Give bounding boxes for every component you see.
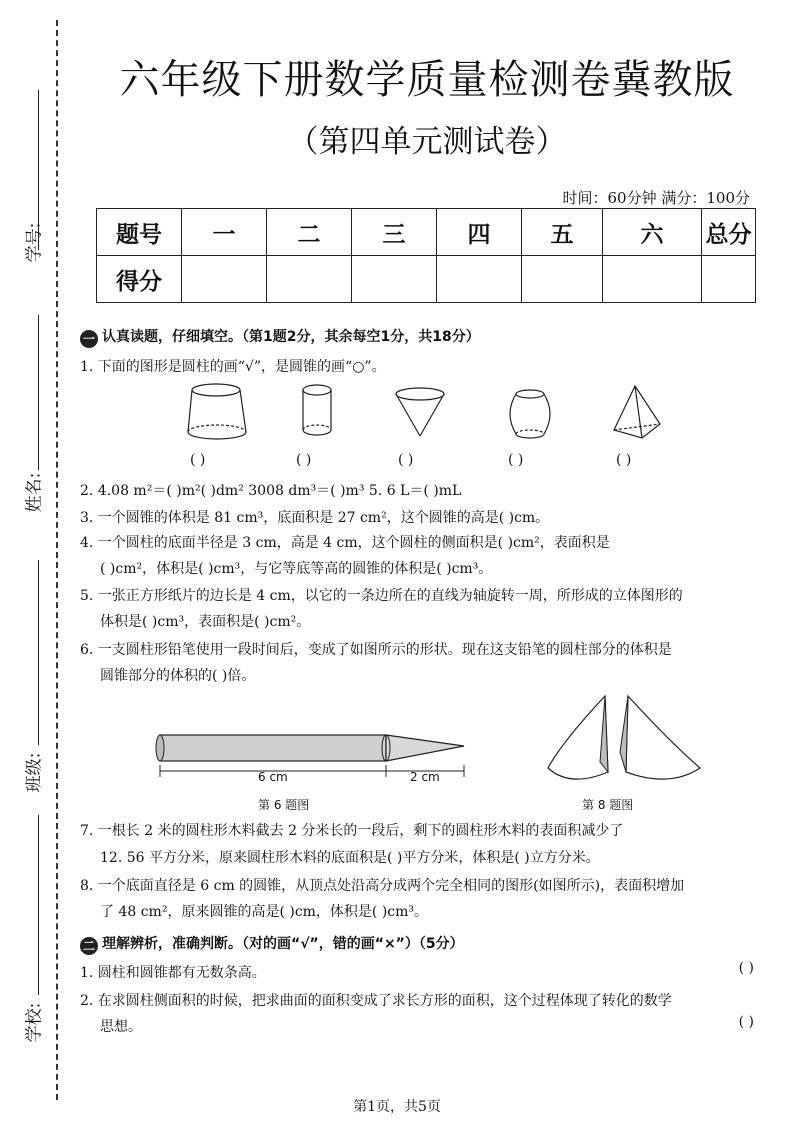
- section-2-number: 二: [80, 937, 98, 955]
- question-2: 2. 4.08 m²＝( )m²( )dm² 3008 dm³＝( )m³ 5. 6 L＝( )mL: [80, 483, 462, 499]
- question-4-line-1: 4. 一个圆柱的底面半径是 3 cm，高是 4 cm，这个圆柱的侧面积是( )cm²，表面积是: [80, 535, 610, 551]
- score-cell[interactable]: [702, 256, 756, 303]
- score-cell[interactable]: [182, 256, 267, 303]
- pencil-length-cone: 2 cm: [410, 770, 440, 784]
- school-line: [38, 815, 39, 995]
- question-1: 1. 下面的图形是圆柱的画“√”，是圆锥的画“○”。: [80, 359, 386, 375]
- name-field[interactable]: [8, 440, 48, 530]
- q1-blank-2[interactable]: ( ): [296, 452, 312, 468]
- score-header-cell: 三: [352, 209, 437, 256]
- score-cell[interactable]: [603, 256, 702, 303]
- class-line: [38, 560, 39, 745]
- cylinder-shape: [303, 385, 331, 435]
- school-field[interactable]: [8, 990, 48, 1080]
- question-5-line-1: 5. 一张正方形纸片的边长是 4 cm，以它的一条边所在的直线为轴旋转一周，所形成的立体图形的: [80, 588, 683, 604]
- school-label: 学校:: [24, 1002, 45, 1043]
- score-header-cell: 二: [267, 209, 352, 256]
- score-cell[interactable]: [352, 256, 437, 303]
- q1-blank-5[interactable]: ( ): [616, 452, 632, 468]
- question-6-line-1: 6. 一支圆柱形铅笔使用一段时间后，变成了如图所示的形状。现在这支铅笔的圆柱部分的体积是: [80, 642, 672, 658]
- score-cell[interactable]: [522, 256, 603, 303]
- binding-dashed-line: [56, 20, 58, 1100]
- question-5-line-2: 体积是( )cm³，表面积是( )cm²。: [100, 614, 311, 630]
- q1-blank-1[interactable]: ( ): [190, 452, 206, 468]
- section-1-number: 一: [80, 330, 98, 348]
- judge-2-line-1: 2. 在求圆柱侧面积的时候，把求曲面的面积变成了求长方形的面积，这个过程体现了转化的数学: [80, 993, 672, 1009]
- page-footer: 第1页，共5页: [353, 1099, 441, 1115]
- q1-blank-4[interactable]: ( ): [508, 452, 524, 468]
- student-id-field[interactable]: [8, 200, 48, 290]
- score-cell[interactable]: [437, 256, 522, 303]
- score-cell[interactable]: [267, 256, 352, 303]
- frustum-shape: [188, 384, 246, 439]
- score-header-cell: 一: [182, 209, 267, 256]
- page-title: 六年级下册数学质量检测卷冀教版: [119, 57, 735, 103]
- score-header-cell: 总分: [702, 209, 756, 256]
- barrel-shape: [510, 390, 550, 438]
- question-7-line-1: 7. 一根长 2 米的圆柱形木料截去 2 分米长的一段后，剩下的圆柱形木料的表面积减少了: [80, 823, 624, 839]
- q1-blank-3[interactable]: ( ): [398, 452, 414, 468]
- score-header-cell: 题号: [97, 209, 182, 256]
- score-table: [96, 208, 756, 303]
- name-label: 姓名:: [24, 472, 45, 513]
- name-line: [38, 315, 39, 470]
- page-subtitle: （第四单元测试卷）: [287, 124, 567, 160]
- student-id-line: [38, 90, 39, 250]
- score-label: 得分: [97, 256, 182, 303]
- q1-shapes: [150, 380, 690, 448]
- figure-6-caption: 第 6 题图: [258, 798, 310, 812]
- score-header-row: [97, 209, 756, 256]
- score-header-cell: 五: [522, 209, 603, 256]
- score-header-cell: 四: [437, 209, 522, 256]
- section-2-heading: [80, 933, 464, 955]
- judge-1: 1. 圆柱和圆锥都有无数条高。: [80, 965, 266, 981]
- class-label: 班级:: [24, 752, 45, 793]
- question-4-line-2: ( )cm²，体积是( )cm³，与它等底等高的圆锥的体积是( )cm³。: [100, 561, 493, 577]
- time-info: 时间：60分钟 满分：100分: [562, 189, 750, 207]
- student-id-label: 学号:: [24, 222, 45, 263]
- class-field[interactable]: [8, 730, 48, 820]
- score-row: [97, 256, 756, 303]
- split-cone-figure: [540, 692, 720, 792]
- section-1-title: 认真读题，仔细填空。（第1题2分，其余每空1分，共18分）: [102, 329, 480, 345]
- judge-2-blank[interactable]: ( ): [738, 1014, 754, 1030]
- question-8-line-2: 了 48 cm²，原来圆锥的高是( )cm，体积是( )cm³。: [100, 904, 429, 920]
- question-6-line-2: 圆锥部分的体积的( )倍。: [100, 668, 256, 684]
- score-header-cell: 六: [603, 209, 702, 256]
- question-8-line-1: 8. 一个底面直径是 6 cm 的圆锥，从顶点处沿高分成两个完全相同的图形(如图所示)，表面积增加: [80, 878, 685, 894]
- judge-2-line-2: 思想。: [100, 1019, 142, 1035]
- figure-8-caption: 第 8 题图: [582, 798, 634, 812]
- pyramid-shape: [614, 386, 660, 438]
- question-7-line-2: 12. 56 平方分米，原来圆柱形木料的底面积是( )平方分米，体积是( )立方分米。: [100, 850, 600, 866]
- judge-1-blank[interactable]: ( ): [738, 960, 754, 976]
- section-2-title: 理解辨析，准确判断。（对的画“√”，错的画“×”）（5分）: [102, 936, 464, 952]
- cone-shape: [396, 388, 444, 436]
- section-1-heading: [80, 326, 480, 348]
- question-3: 3. 一个圆锥的体积是 81 cm³，底面积是 27 cm²，这个圆锥的高是( )cm。: [80, 510, 550, 526]
- pencil-length-cylinder: 6 cm: [258, 770, 288, 784]
